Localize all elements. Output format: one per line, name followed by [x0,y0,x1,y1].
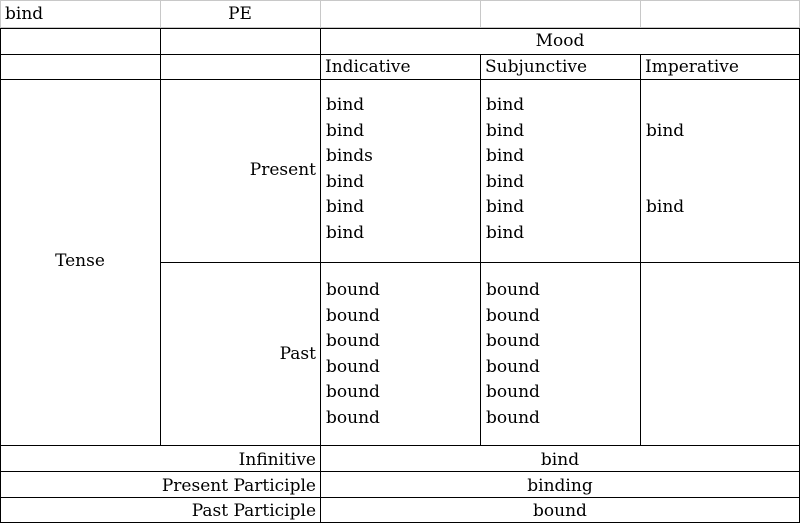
grid-line [0,0,1,28]
indicative-header: Indicative [325,57,411,77]
table-border-top [0,28,800,29]
row-border [0,79,800,80]
list-item [646,221,684,247]
column-border [480,54,481,445]
list-item: bind [326,120,365,141]
column-border [640,54,641,445]
column-border [160,28,161,445]
cell-language[interactable]: PE [228,4,252,24]
list-item: bind [646,120,685,141]
past-indicative-forms [326,278,380,432]
list-item: bind [326,171,365,192]
tense-label: Tense [55,251,105,271]
list-item: bound [326,356,380,377]
list-item: bound [486,280,540,300]
list-item: bind [486,95,525,115]
table-border-left [0,28,1,523]
list-item: bound [486,331,540,352]
past-participle-value: bound [533,501,587,521]
list-item [646,144,684,170]
list-item: bound [326,382,380,403]
imperative-header: Imperative [645,57,739,77]
grid-line [320,0,321,28]
list-item: bound [326,280,380,300]
grid-line [640,0,641,28]
list-item [646,93,684,119]
grid-line [0,0,800,1]
list-item: bound [486,382,540,403]
present-label: Present [249,160,316,180]
past-subjunctive-forms [486,278,540,432]
list-item: bound [486,305,540,326]
column-border [320,28,321,523]
list-item: bind [486,222,525,243]
list-item: bound [486,356,540,377]
list-item: bind [486,197,525,218]
mood-header: Mood [535,31,585,51]
present-subjunctive-forms [486,93,524,247]
subjunctive-header: Subjunctive [485,57,588,77]
past-participle-label: Past Participle [191,501,316,521]
present-participle-label: Present Participle [161,476,316,496]
list-item: bind [326,197,365,218]
list-item: bind [486,171,525,192]
row-border [0,54,800,55]
row-border [0,445,800,446]
list-item: bind [646,197,685,218]
list-item: bound [326,331,380,352]
list-item: binds [326,146,373,167]
list-item: bind [486,120,525,141]
list-item: bind [326,95,365,115]
cell-verb[interactable]: bind [5,4,44,24]
present-indicative-forms [326,93,373,247]
list-item: bound [486,407,540,428]
infinitive-value: bind [540,450,580,470]
list-item: bind [326,222,365,243]
present-participle-value: binding [527,476,593,496]
list-item: bind [486,146,525,167]
present-imperative-forms [646,93,684,247]
infinitive-label: Infinitive [238,450,316,470]
list-item: bound [326,305,380,326]
grid-line [480,0,481,28]
past-label: Past [279,344,316,364]
list-item: bound [326,407,380,428]
row-border [0,497,800,498]
row-border [0,471,800,472]
list-item [646,170,684,196]
